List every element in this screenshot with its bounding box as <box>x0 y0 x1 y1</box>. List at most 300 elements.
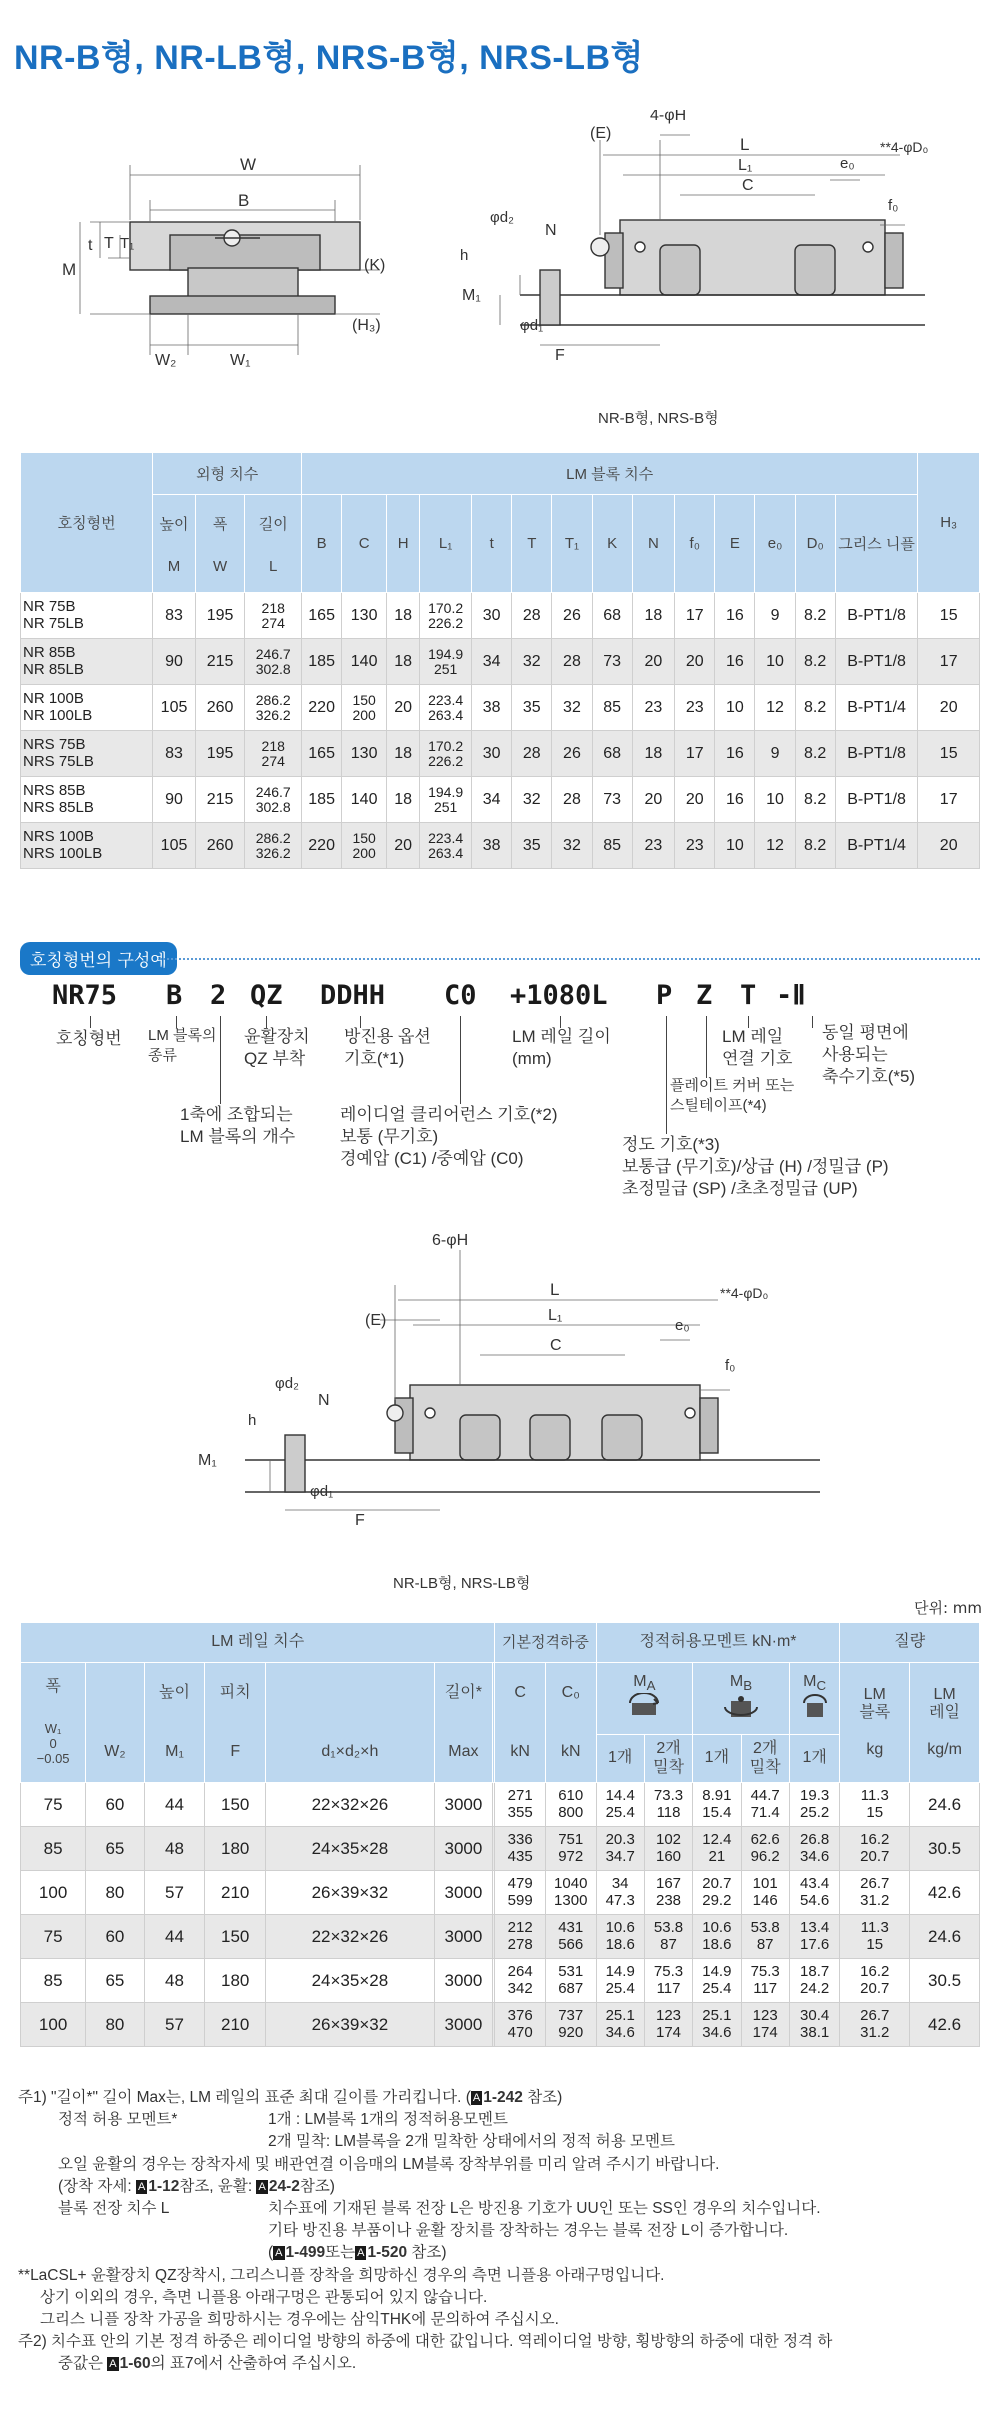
cell-C0 <box>545 1827 596 1871</box>
cell-kgm: 42.6 <box>910 1871 980 1915</box>
cell-line: 26.8 <box>800 1831 830 1848</box>
cell-d: 26×39×32 <box>266 2003 435 2047</box>
label-e0: e₀ <box>840 155 855 172</box>
cell-W: 195 <box>195 731 245 777</box>
note-2: 주2) 치수표 안의 기본 정격 하중은 레이디얼 방향의 하중에 대한 값입니다. 역레이디얼 방향, 횡방향의 하중에 대한 정격 하 <box>18 2333 833 2351</box>
label-block-type: LM 블록의 종류 <box>148 1027 217 1064</box>
cell-f0: 23 <box>675 823 715 869</box>
cell-grease: B-PT1/8 <box>835 639 918 685</box>
cell-W1: 85 <box>21 1827 86 1871</box>
cell-C: 140 <box>342 777 387 823</box>
cell-M: 90 <box>153 639 196 685</box>
cell-H: 18 <box>387 639 420 685</box>
cell-D0: 8.2 <box>795 685 835 731</box>
leader-accuracy <box>666 1016 667 1134</box>
cell-H3: 15 <box>918 731 980 777</box>
cell-H3: 20 <box>918 823 980 869</box>
label-d1: φd₁ <box>520 317 544 334</box>
leader-clearance <box>460 1016 461 1104</box>
cell-line: 15 <box>866 1803 884 1821</box>
table-row <box>21 1915 980 1959</box>
code-qz: QZ <box>250 980 283 1011</box>
cell-line: 26.7 <box>860 1875 890 1892</box>
cell-W: 215 <box>195 639 245 685</box>
header-MA: $M_A$ <box>596 1663 693 1735</box>
cell-C: 130 <box>342 593 387 639</box>
cell-line: 326.2 <box>255 844 291 861</box>
cell-line: 170.2 <box>428 599 464 616</box>
cell-MC <box>789 1827 840 1871</box>
cell-model <box>21 731 153 777</box>
table-row <box>21 731 980 777</box>
note-block-length: 블록 전장 치수 L 치수표에 기재된 블록 전장 L은 방진용 기호가 UU인 또는 SS인 경우의 치수입니다. <box>58 2200 821 2218</box>
cell-MC <box>789 1783 840 1827</box>
cell-kg <box>840 1959 910 2003</box>
cell-line: 34.6 <box>605 2023 635 2041</box>
label-4-phi-H: 4-φH <box>650 110 687 124</box>
cell-line: NR 75LB <box>23 614 84 632</box>
cell-E: 10 <box>715 823 755 869</box>
cell-line: NR 100LB <box>23 706 93 724</box>
cell-t: 34 <box>472 777 512 823</box>
cell-M1: 44 <box>144 1915 205 1959</box>
cell-line: 336 <box>507 1831 533 1848</box>
cell-MA1 <box>596 1827 644 1871</box>
cell-T: 28 <box>512 593 552 639</box>
cell-line: 14.4 <box>605 1787 635 1804</box>
cell-L <box>245 685 302 731</box>
cell-kg <box>840 1783 910 1827</box>
cell-C0 <box>545 2003 596 2047</box>
cell-max: 3000 <box>434 1827 492 1871</box>
cell-L <box>245 639 302 685</box>
cell-line: 751 <box>558 1831 584 1848</box>
header-C-rating: C kN <box>495 1663 546 1783</box>
page-title: NR-B형, NR-LB형, NRS-B형, NRS-LB형 <box>14 39 644 77</box>
cell-line: 117 <box>656 1979 681 1997</box>
cell-line: NR 75B <box>23 598 76 615</box>
mb-direction-icon <box>721 1693 761 1719</box>
header-MB-two: 2개 밀착 <box>741 1735 789 1783</box>
cell-MB2 <box>741 1915 789 1959</box>
header-MA-one: 1개 <box>596 1735 644 1783</box>
cell-line: 34.6 <box>702 2023 732 2041</box>
unit-label: 단위: mm <box>913 1599 982 1617</box>
cell-grease: B-PT1/8 <box>835 731 918 777</box>
cell-line: 1300 <box>554 1891 588 1909</box>
cell-C0 <box>545 1959 596 2003</box>
cell-line: 302.8 <box>255 660 291 677</box>
header-C: C <box>342 495 387 593</box>
cell-C0 <box>545 1783 596 1827</box>
label2-L: L <box>550 1280 560 1299</box>
label2-M1: M₁ <box>198 1452 217 1469</box>
cell-H: 18 <box>387 777 420 823</box>
cell-L <box>245 777 302 823</box>
header-K: K <box>592 495 632 593</box>
note-moment-2: 2개 밀착: LM블록을 2개 밀착한 상태에서의 정적 허용 모멘트 <box>268 2133 675 2151</box>
cell-line: 62.6 <box>750 1831 780 1848</box>
cell-line: NR 85LB <box>23 660 84 678</box>
cell-line: 238 <box>656 1891 682 1909</box>
label2-d1: φd₁ <box>310 1483 334 1500</box>
cell-line: 479 <box>507 1875 533 1892</box>
header-D0: D₀ <box>795 495 835 593</box>
label2-C: C <box>550 1337 562 1354</box>
header-outer: 외형 치수 <box>153 453 302 495</box>
cell-t: 38 <box>472 685 512 731</box>
table-row <box>21 2003 980 2047</box>
cell-L1 <box>420 823 472 869</box>
code-ddhh: DDHH <box>320 980 386 1011</box>
diagram1-caption: NR-B형, NRS-B형 <box>598 410 719 427</box>
cell-B: 165 <box>302 731 342 777</box>
cell-M: 105 <box>153 823 196 869</box>
cell-K: 68 <box>592 731 632 777</box>
label-C: C <box>742 177 754 194</box>
cell-MB1 <box>693 1827 741 1871</box>
cell-line: 15 <box>866 1935 884 1953</box>
cell-model <box>21 593 153 639</box>
cell-line: 14.9 <box>702 1963 732 1980</box>
table-row <box>21 685 980 731</box>
cell-H3: 17 <box>918 639 980 685</box>
label-clearance: 레이디얼 클리어런스 기호(*2) 보통 (무기호) 경예압 (C1) /중예압 (C0) <box>340 1105 558 1169</box>
leader-axis <box>812 1016 813 1028</box>
header-basic-load: 기본정격하중 <box>495 1623 596 1663</box>
cell-line: 24.2 <box>800 1979 830 1997</box>
header-moment: 정적허용모멘트 kN·m* <box>596 1623 840 1663</box>
cell-line: 274 <box>261 614 285 631</box>
cell-C <box>495 1783 546 1827</box>
cell-N: 23 <box>632 685 675 731</box>
cell-line: 355 <box>507 1803 533 1821</box>
cell-line: 101 <box>752 1875 778 1892</box>
cell-C <box>495 1915 546 1959</box>
cell-line: 18.7 <box>800 1963 830 1980</box>
cell-t: 30 <box>472 731 512 777</box>
label-M1: M₁ <box>462 287 481 304</box>
note-block-length-2: 기타 방진용 부품이나 윤활 장치를 장착하는 경우는 블록 전장 L이 증가합니다. <box>268 2222 789 2240</box>
label-W: W <box>240 155 257 174</box>
code-z: Z <box>696 980 713 1011</box>
table-row <box>21 593 980 639</box>
cell-MB2 <box>741 2003 789 2047</box>
cell-line: 102 <box>656 1831 682 1848</box>
cell-line: 8.91 <box>702 1787 732 1804</box>
ref-book-icon: A <box>472 2092 481 2104</box>
cell-line: 21 <box>708 1847 726 1865</box>
cell-W1: 85 <box>21 1959 86 2003</box>
cell-max: 3000 <box>434 1959 492 2003</box>
cell-T1: 26 <box>552 731 592 777</box>
cell-MA2 <box>644 1959 692 2003</box>
cell-H: 20 <box>387 685 420 731</box>
header-B: B <box>302 495 342 593</box>
cell-line: 146 <box>752 1891 778 1909</box>
cell-MB1 <box>693 1915 741 1959</box>
cell-D0: 8.2 <box>795 639 835 685</box>
cell-W1: 75 <box>21 1915 86 1959</box>
cell-N: 18 <box>632 731 675 777</box>
cell-W2: 80 <box>86 2003 144 2047</box>
ref-book-icon: A <box>109 2358 117 2371</box>
cell-line: 73.3 <box>653 1787 684 1804</box>
cell-line: 87 <box>660 1935 677 1953</box>
label2-h: h <box>248 1412 257 1429</box>
cell-N: 18 <box>632 593 675 639</box>
cell-line: 1040 <box>554 1875 588 1892</box>
section-label-example: 호칭형번의 구성예 <box>20 942 177 975</box>
cell-T1: 32 <box>552 685 592 731</box>
table-row <box>21 639 980 685</box>
cell-L1 <box>420 731 472 777</box>
cell-line: 25.4 <box>605 1979 635 1997</box>
cell-e0: 9 <box>755 593 795 639</box>
header-C0-rating: C₀ kN <box>545 1663 596 1783</box>
header-grease-nipple: 그리스 니플 <box>835 495 918 593</box>
cell-D0: 8.2 <box>795 777 835 823</box>
cell-L1 <box>420 593 472 639</box>
cell-line: 11.3 <box>860 1919 889 1936</box>
cell-line: NRS 100B <box>23 828 94 845</box>
cell-line: 194.9 <box>428 645 464 662</box>
cell-line: 274 <box>261 752 285 769</box>
header-model: 호칭형번 <box>21 453 153 593</box>
cell-line: 737 <box>558 2007 584 2024</box>
header-N: N <box>632 495 675 593</box>
cell-line: 342 <box>507 1979 533 1997</box>
header-H: H <box>387 495 420 593</box>
cell-f0: 17 <box>675 731 715 777</box>
label-plate: 플레이트 커버 또는 스틸테이프(*4) <box>670 1077 795 1114</box>
cell-line: NRS 100LB <box>23 844 103 862</box>
cell-kgm: 24.6 <box>910 1783 980 1827</box>
cell-line: 286.2 <box>255 829 291 846</box>
cell-M: 83 <box>153 731 196 777</box>
cell-line: 170.2 <box>428 737 464 754</box>
cell-line: 566 <box>558 1935 584 1953</box>
cell-T1: 32 <box>552 823 592 869</box>
header-length-max: 길이* Max <box>434 1663 492 1783</box>
cell-model <box>21 639 153 685</box>
cell-e0: 9 <box>755 731 795 777</box>
cell-line: 20.7 <box>860 1847 890 1865</box>
cell-K: 85 <box>592 685 632 731</box>
cell-C0 <box>545 1915 596 1959</box>
cell-MA1 <box>596 1871 644 1915</box>
cell-F: 150 <box>205 1915 266 1959</box>
header-t: t <box>472 495 512 593</box>
ref-book-icon: A <box>137 2180 146 2193</box>
cell-MA2 <box>644 2003 692 2047</box>
cell-W2: 60 <box>86 1783 144 1827</box>
cell-MB2 <box>741 1827 789 1871</box>
cell-E: 16 <box>715 777 755 823</box>
cell-H: 18 <box>387 731 420 777</box>
cell-line: 972 <box>558 1847 584 1865</box>
cell-d: 22×32×26 <box>266 1783 435 1827</box>
leader-model <box>90 1016 91 1028</box>
cell-line: 18.6 <box>702 1935 732 1953</box>
cell-line: 16.2 <box>860 1831 890 1848</box>
cell-B: 220 <box>302 685 342 731</box>
header-T1: T₁ <box>552 495 592 593</box>
label-B: B <box>238 191 250 210</box>
cell-B: 185 <box>302 639 342 685</box>
cell-C <box>495 2003 546 2047</box>
cell-C: 140 <box>342 639 387 685</box>
cell-line: 75.3 <box>653 1963 684 1980</box>
table-row <box>21 1827 980 1871</box>
cell-MA1 <box>596 1959 644 2003</box>
cell-grease: B-PT1/8 <box>835 777 918 823</box>
cell-line: 610 <box>558 1787 584 1804</box>
cell-e0: 10 <box>755 639 795 685</box>
cell-t: 34 <box>472 639 512 685</box>
label-accuracy: 정도 기호(*3) 보통급 (무기호)/상급 (H) /정밀급 (P) 초정밀급 (SP) /초초정밀급 (UP) <box>622 1135 889 1199</box>
label-T1: T₁ <box>120 235 135 252</box>
cell-M1: 48 <box>144 1959 205 2003</box>
cell-H: 18 <box>387 593 420 639</box>
cell-MA1 <box>596 1783 644 1827</box>
cell-MA2 <box>644 1827 692 1871</box>
label-H3: (H₃) <box>352 317 381 334</box>
header-L1: L₁ <box>420 495 472 593</box>
cell-max: 3000 <box>434 1783 492 1827</box>
label-rail-join: LM 레일 연결 기호 <box>722 1027 793 1069</box>
note-moment: 정적 허용 모멘트* 1개 : LM블록 1개의 정적허용모멘트 <box>58 2111 508 2129</box>
cell-max: 3000 <box>434 1915 492 1959</box>
cell-T1: 26 <box>552 593 592 639</box>
cell-line: 226.2 <box>428 752 464 769</box>
cell-line: 20.7 <box>702 1875 732 1892</box>
cell-B: 165 <box>302 593 342 639</box>
cell-M1: 44 <box>144 1783 205 1827</box>
cell-max: 3000 <box>434 1871 492 1915</box>
cell-line: 223.4 <box>428 829 464 846</box>
cell-T: 28 <box>512 731 552 777</box>
label2-F: F <box>355 1512 365 1529</box>
cell-line: 17.6 <box>800 1935 830 1953</box>
note-lacs: **LaCSL+ 윤활장치 QZ장착시, 그리스니플 장착을 희망하신 경우의 측면 니플용 아래구멍입니다. <box>18 2266 665 2284</box>
cell-line: 118 <box>656 1803 681 1821</box>
diagram-nr-b-type <box>0 110 1000 450</box>
cell-e0: 10 <box>755 777 795 823</box>
cell-M1: 57 <box>144 1871 205 1915</box>
cell-T1: 28 <box>552 777 592 823</box>
cell-MC <box>789 1871 840 1915</box>
cell-W1: 100 <box>21 1871 86 1915</box>
cell-line: 14.9 <box>605 1963 635 1980</box>
cell-line: 226.2 <box>428 614 464 631</box>
cell-model <box>21 685 153 731</box>
cell-K: 85 <box>592 823 632 869</box>
header-F: 피치 F <box>205 1663 266 1783</box>
cell-line: 25.1 <box>605 2007 635 2024</box>
cell-W2: 60 <box>86 1915 144 1959</box>
cell-line: 174 <box>752 2023 778 2041</box>
cell-MC <box>789 1915 840 1959</box>
note-oil: 오일 윤활의 경우는 장착자세 및 배관연결 이음매의 LM블록 장착부위를 미리 알려 주시기 바랍니다. <box>58 2155 720 2173</box>
cell-N: 20 <box>632 639 675 685</box>
rail-load-table <box>20 1622 980 2047</box>
cell-F: 210 <box>205 2003 266 2047</box>
cell-L1 <box>420 639 472 685</box>
cell-line: 123 <box>656 2007 682 2024</box>
label-F: F <box>555 347 565 364</box>
cell-line: 20.3 <box>605 1831 635 1848</box>
ref-book-icon: A <box>357 2247 365 2260</box>
header-lm-block: LM 블록 치수 <box>302 453 918 495</box>
cell-line: 16.2 <box>860 1963 890 1980</box>
cell-T1: 28 <box>552 639 592 685</box>
header-e0: e₀ <box>755 495 795 593</box>
label2-E: (E) <box>365 1312 387 1329</box>
footnotes <box>18 2087 983 2376</box>
cell-line: 13.4 <box>800 1919 830 1936</box>
label2-L1: L₁ <box>548 1307 563 1324</box>
cell-line: 10.6 <box>605 1919 635 1936</box>
note-1: 주1) "길이*" 길이 Max는, LM 레일의 표준 최대 길이를 가리킵니다. ( A 1-242 참조) <box>18 2089 563 2106</box>
cell-line: 12.4 <box>702 1831 732 1848</box>
cell-line: 167 <box>656 1875 682 1892</box>
label-model: 호칭형번 <box>56 1029 122 1048</box>
label-W2: W₂ <box>155 352 177 369</box>
cell-d: 22×32×26 <box>266 1915 435 1959</box>
cell-C: 130 <box>342 731 387 777</box>
cell-E: 16 <box>715 639 755 685</box>
cell-line: 38.1 <box>800 2023 830 2041</box>
cell-MC <box>789 1959 840 2003</box>
code-2: 2 <box>210 980 227 1011</box>
leader-plate <box>706 1016 707 1078</box>
cell-kgm: 30.5 <box>910 1827 980 1871</box>
header-H3: H₃ <box>918 453 980 593</box>
label-axis: 동일 평면에 사용되는 축수기호(*5) <box>822 1023 916 1087</box>
cell-C <box>495 1827 546 1871</box>
cell-E: 10 <box>715 685 755 731</box>
cell-line: NRS 85LB <box>23 798 94 816</box>
cell-MC <box>789 2003 840 2047</box>
cell-W2: 80 <box>86 1871 144 1915</box>
cell-T: 32 <box>512 777 552 823</box>
cell-line: 47.3 <box>605 1891 635 1909</box>
header-MC-one: 1개 <box>789 1735 840 1783</box>
cell-line: 326.2 <box>255 706 291 723</box>
cell-line: 53.8 <box>750 1919 780 1936</box>
diagram2-caption: NR-LB형, NRS-LB형 <box>393 1575 531 1592</box>
table-row <box>21 1783 980 1827</box>
cell-D0: 8.2 <box>795 823 835 869</box>
cell-line: 123 <box>752 2007 778 2024</box>
cell-F: 180 <box>205 1827 266 1871</box>
label-t: t <box>88 237 93 254</box>
cell-grease: B-PT1/4 <box>835 685 918 731</box>
cell-line: 286.2 <box>255 691 291 708</box>
table-row <box>21 823 980 869</box>
header-block-mass: LM 블록 kg <box>840 1663 910 1783</box>
label2-N: N <box>318 1392 330 1409</box>
cell-MA2 <box>644 1871 692 1915</box>
cell-K: 73 <box>592 777 632 823</box>
cell-line: 302.8 <box>255 798 291 815</box>
cell-T: 32 <box>512 639 552 685</box>
cell-C <box>495 1959 546 2003</box>
header-W2: W₂ <box>86 1663 144 1783</box>
header-M1: 높이 M₁ <box>144 1663 205 1783</box>
table-row <box>21 1871 980 1915</box>
